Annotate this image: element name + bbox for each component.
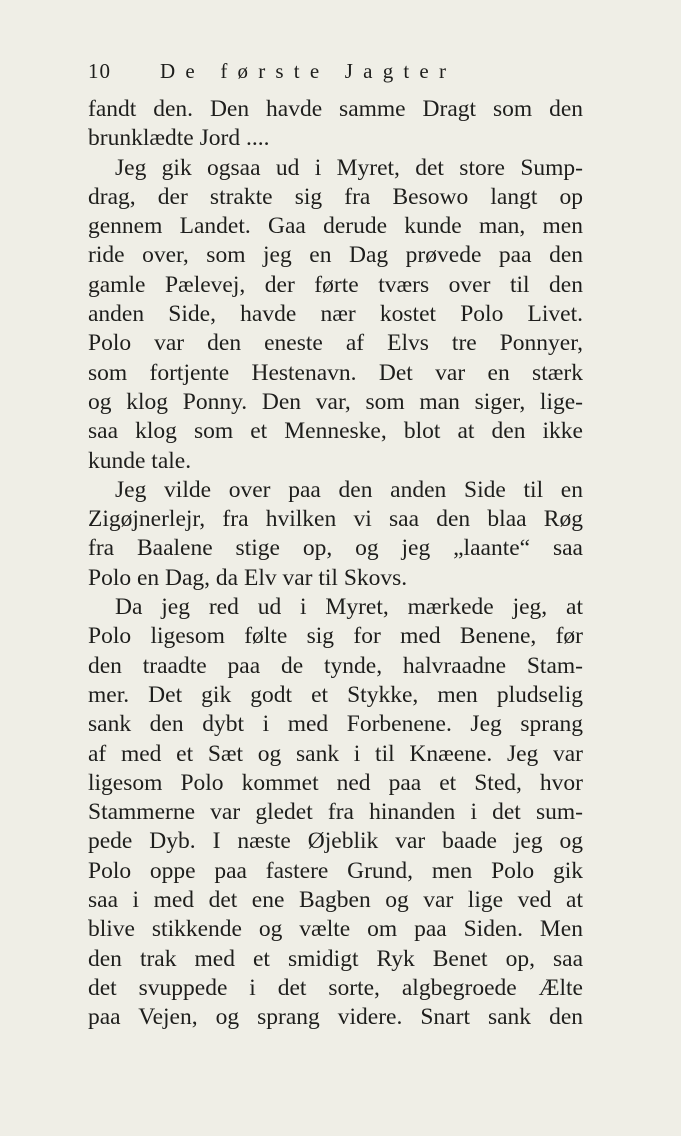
- page-number: 10: [88, 59, 111, 83]
- text-line: Stammerne var gledet fra hinanden i det sum-: [88, 799, 583, 826]
- text-line: fandt den. Den havde samme Dragt som den: [88, 96, 583, 122]
- text-line: gamle Pælevej, der førte tværs over til den: [88, 271, 583, 298]
- text-line: Jeg gik ogsaa ud i Myret, det store Sump-: [115, 154, 583, 181]
- body-text: [88, 95, 583, 1033]
- text-line: ligesom Polo kommet ned paa et Sted, hvor: [88, 769, 583, 796]
- running-head: [88, 58, 588, 84]
- text-line: blive stikkende og vælte om paa Siden. Men: [88, 916, 583, 943]
- text-line: Zigøjnerlejr, fra hvilken vi saa den blaa Røg: [88, 506, 583, 533]
- text-line: Polo oppe paa fastere Grund, men Polo gik: [88, 857, 583, 884]
- text-line: af med et Sæt og sank i til Knæene. Jeg var: [88, 740, 583, 767]
- text-line: det svuppede i det sorte, algbegroede Ælte: [88, 974, 583, 1001]
- text-line: anden Side, havde nær kostet Polo Livet.: [88, 301, 583, 328]
- text-line: saa i med det ene Bagben og var lige ved at: [88, 887, 583, 914]
- text-line: Polo ligesom følte sig for med Benene, før: [88, 623, 583, 650]
- text-line: mer. Det gik godt et Stykke, men pludselig: [88, 681, 583, 708]
- text-line: gennem Landet. Gaa derude kunde man, men: [88, 213, 583, 240]
- text-line: Jeg vilde over paa den anden Side til en: [115, 476, 583, 503]
- text-line: Polo en Dag, da Elv var til Skovs.: [88, 564, 408, 591]
- text-line: drag, der strakte sig fra Besowo langt op: [88, 183, 583, 210]
- running-title: De første Jagter: [160, 59, 457, 83]
- text-line: pede Dyb. I næste Øjeblik var baade jeg og: [88, 828, 583, 855]
- text-line: brunklædte Jord ....: [88, 125, 270, 152]
- text-line: og klog Ponny. Den var, som man siger, lige-: [88, 388, 583, 415]
- text-line: kunde tale.: [88, 447, 192, 474]
- text-line: sank den dybt i med Forbenene. Jeg sprang: [88, 711, 583, 738]
- text-line: den trak med et smidigt Ryk Benet op, saa: [88, 945, 583, 972]
- text-line: fra Baalene stige op, og jeg „laante“ saa: [88, 535, 583, 562]
- text-line: den traadte paa de tynde, halvraadne Stam-: [88, 652, 583, 679]
- text-line: som fortjente Hestenavn. Det var en stærk: [88, 359, 583, 386]
- text-line: Polo var den eneste af Elvs tre Ponnyer,: [88, 330, 583, 357]
- text-line: ride over, som jeg en Dag prøvede paa den: [88, 242, 583, 269]
- text-line: Da jeg red ud i Myret, mærkede jeg, at: [115, 594, 583, 621]
- text-line: paa Vejen, og sprang videre. Snart sank den: [88, 1004, 583, 1031]
- text-line: saa klog som et Menneske, blot at den ikke: [88, 418, 583, 445]
